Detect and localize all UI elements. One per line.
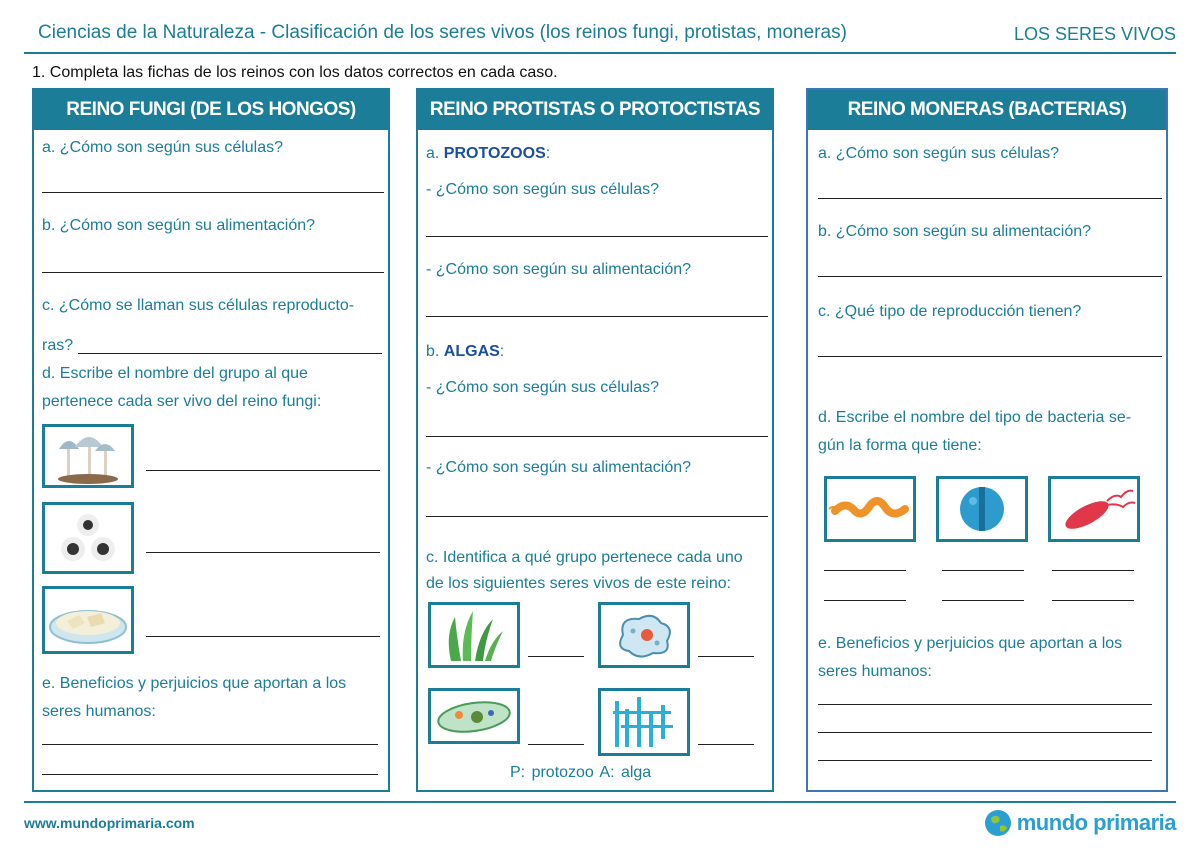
- moneras-answer-line-a[interactable]: [818, 198, 1162, 199]
- mold-icon: [42, 502, 134, 574]
- exercise-instruction: 1. Completa las fichas de los reinos con los datos correctos en cada caso.: [32, 64, 558, 81]
- algas-answer-line-food[interactable]: [426, 516, 768, 517]
- protozoos-heading: a. PROTOZOOS:: [426, 145, 551, 162]
- fungi-answer-line-c[interactable]: [78, 353, 382, 354]
- fungi-question-b: b. ¿Cómo son según su alimentación?: [42, 217, 316, 234]
- spirillum-icon: [824, 476, 916, 542]
- protozoos-answer-line-cells[interactable]: [426, 236, 768, 237]
- moneras-answer-line-b[interactable]: [818, 276, 1162, 277]
- protistas-card-title: REINO PROTISTAS O PROTOCTISTAS: [418, 90, 772, 130]
- moneras-answer-line-d2b[interactable]: [942, 600, 1024, 601]
- moneras-question-c: c. ¿Qué tipo de reproducción tienen?: [818, 303, 1082, 320]
- protistas-card: [416, 88, 774, 792]
- coccus-icon: [936, 476, 1028, 542]
- footer-divider: [24, 801, 1176, 803]
- moneras-answer-line-e2[interactable]: [818, 732, 1152, 733]
- bacillus-icon: [1048, 476, 1140, 542]
- algas-label: ALGAS: [443, 343, 500, 360]
- fungi-question-e-line2: seres humanos:: [42, 703, 156, 720]
- fungi-answer-line-a[interactable]: [42, 192, 384, 193]
- protistas-answer-line-2[interactable]: [698, 656, 754, 657]
- algas-heading: b. ALGAS:: [426, 343, 505, 360]
- algas-answer-line-cells[interactable]: [426, 436, 768, 437]
- protistas-answer-line-4[interactable]: [698, 744, 754, 745]
- fungi-question-e-line1: e. Beneficios y perjuicios que aportan a los: [42, 675, 347, 692]
- paramecium-icon: [428, 688, 520, 744]
- fungi-answer-line-e2[interactable]: [42, 774, 378, 775]
- moneras-answer-line-d1b[interactable]: [824, 600, 906, 601]
- moneras-question-e-line2: seres humanos:: [818, 663, 932, 680]
- moneras-answer-line-d3a[interactable]: [1052, 570, 1134, 571]
- protistas-legend: P: protozoo A: alga: [510, 764, 652, 781]
- fungi-answer-line-d2[interactable]: [146, 552, 380, 553]
- fungi-question-d-line2: pertenece cada ser vivo del reino fungi:: [42, 393, 322, 410]
- fungi-answer-line-d1[interactable]: [146, 470, 380, 471]
- moneras-answer-line-d3b[interactable]: [1052, 600, 1134, 601]
- moneras-answer-line-d1a[interactable]: [824, 570, 906, 571]
- fungi-question-a: a. ¿Cómo son según sus células?: [42, 139, 284, 156]
- fungi-question-c-line1: c. ¿Cómo se llaman sus células reproducto-: [42, 297, 355, 314]
- protistas-answer-line-1[interactable]: [528, 656, 584, 657]
- brand-logo: [983, 808, 1176, 838]
- protozoos-question-cells: - ¿Cómo son según sus células?: [426, 181, 659, 198]
- fungi-answer-line-d3[interactable]: [146, 636, 380, 637]
- moneras-card-title: REINO MONERAS (BACTERIAS): [808, 90, 1166, 130]
- header-divider: [24, 52, 1176, 54]
- algas-question-food: - ¿Cómo son según su alimentación?: [426, 459, 692, 476]
- moneras-question-b: b. ¿Cómo son según su alimentación?: [818, 223, 1092, 240]
- moneras-question-e-line1: e. Beneficios y perjuicios que aportan a los: [818, 635, 1123, 652]
- moneras-answer-line-d2a[interactable]: [942, 570, 1024, 571]
- globe-icon: [983, 808, 1013, 838]
- protistas-answer-line-3[interactable]: [528, 744, 584, 745]
- worksheet-title: Ciencias de la Naturaleza - Clasificación de los seres vivos (los reinos fungi, protistas, moneras): [38, 22, 847, 43]
- fungi-question-d-line1: d. Escribe el nombre del grupo al que: [42, 365, 308, 382]
- brand-name: mundo primaria: [1016, 810, 1176, 835]
- worksheet-topic: LOS SERES VIVOS: [1013, 24, 1176, 44]
- moneras-question-d-line2: gún la forma que tiene:: [818, 437, 982, 454]
- fungi-answer-line-b[interactable]: [42, 272, 384, 273]
- diatom-icon: [598, 688, 690, 756]
- moneras-answer-line-c[interactable]: [818, 356, 1162, 357]
- protistas-question-c-line2: de los siguientes seres vivos de este reino:: [426, 575, 732, 592]
- yeast-dish-icon: [42, 586, 134, 654]
- moneras-answer-line-e1[interactable]: [818, 704, 1152, 705]
- algas-question-cells: - ¿Cómo son según sus células?: [426, 379, 659, 396]
- footer-url[interactable]: www.mundoprimaria.com: [24, 815, 195, 831]
- seaweed-icon: [428, 602, 520, 668]
- mushroom-icon: [42, 424, 134, 488]
- moneras-answer-line-e3[interactable]: [818, 760, 1152, 761]
- amoeba-icon: [598, 602, 690, 668]
- moneras-question-d-line1: d. Escribe el nombre del tipo de bacteria se-: [818, 409, 1132, 426]
- protozoos-question-food: - ¿Cómo son según su alimentación?: [426, 261, 692, 278]
- moneras-card: [806, 88, 1168, 792]
- fungi-card: [32, 88, 390, 792]
- fungi-question-c-line2: ras?: [42, 337, 74, 354]
- fungi-answer-line-e1[interactable]: [42, 744, 378, 745]
- protozoos-answer-line-food[interactable]: [426, 316, 768, 317]
- protistas-question-c-line1: c. Identifica a qué grupo pertenece cada uno: [426, 549, 743, 566]
- protozoos-label: PROTOZOOS: [443, 145, 546, 162]
- fungi-card-title: REINO FUNGI (DE LOS HONGOS): [34, 90, 388, 130]
- moneras-question-a: a. ¿Cómo son según sus células?: [818, 145, 1060, 162]
